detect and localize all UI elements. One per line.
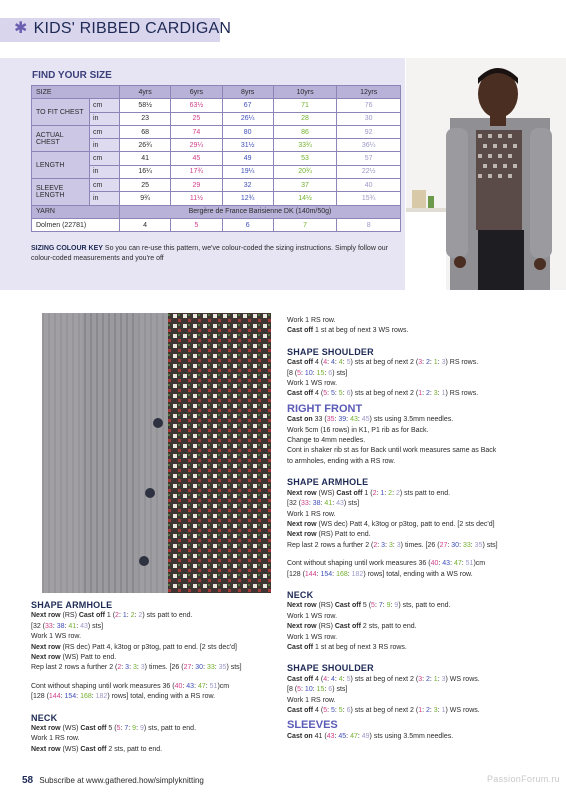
pattern-line: Rep last 2 rows a further 2 (2: 3: 3: 3) times. [26 (27: 30: 33: 35) sts] (287, 541, 498, 549)
pattern-line: Cont in shaker rib st as for Back until work measures same as Back (287, 447, 497, 455)
pattern-line: [8 (5: 10: 15: 6) sts] (287, 686, 348, 694)
page-title (14, 20, 231, 38)
table-cell: 63½ (171, 99, 222, 112)
page-number: 58 (22, 775, 34, 786)
table-cell: 26¼ (222, 112, 273, 125)
pattern-line: Next row (RS) Cast off 5 (5: 7: 9: 9) sts, patt to end. (287, 602, 451, 610)
asterisk-icon: ✱ (14, 20, 28, 37)
size-col-0: 4yrs (120, 86, 171, 99)
pattern-line: Next row (WS dec) Patt 4, k3tog or p3tog, patt to end. [2 sts dec'd] (287, 520, 495, 528)
table-cell: 58½ (120, 99, 171, 112)
section-title: SLEEVES (287, 719, 338, 732)
pattern-line: Work 1 WS row. (287, 380, 338, 388)
watermark: PassionForum.ru (486, 774, 560, 784)
table-row (32, 152, 401, 165)
model-photo (406, 58, 566, 290)
table-cell: 76 (337, 99, 401, 112)
pattern-line: Rep last 2 rows a further 2 (2: 3: 3: 3) times. [26 (27: 30: 33: 35) sts] (31, 664, 242, 672)
unit-cm: cm (90, 99, 120, 112)
key-title: SIZING COLOUR KEY (31, 245, 103, 252)
pattern-line: Work 1 WS row. (287, 612, 338, 620)
section-heading: SHAPE SHOULDER (287, 663, 374, 674)
yarn-name: Bergère de France Barisienne DK (140m/50g) (120, 205, 401, 218)
table-cell: 19¼ (222, 165, 273, 178)
pattern-line: Next row (RS) Patt to end. (287, 531, 371, 539)
pattern-line: Change to 4mm needles. (287, 437, 366, 445)
pattern-line: Next row (WS) Cast off 2 sts, patt to end. (31, 745, 163, 753)
table-cell: 86 (273, 125, 337, 138)
row-label: TO FIT CHEST (32, 99, 90, 126)
table-cell: 4 (120, 218, 171, 231)
table-cell: 5 (171, 218, 222, 231)
unit-in: in (90, 165, 120, 178)
table-cell: 7 (273, 218, 337, 231)
pattern-line: Next row (RS dec) Patt 4, k3tog or p3tog, patt to end. [2 sts dec'd] (31, 643, 237, 651)
shade-row (32, 218, 401, 231)
left-column (31, 598, 242, 755)
table-cell: 25 (120, 179, 171, 192)
section-heading: SHAPE ARMHOLE (31, 600, 113, 610)
table-cell: 80 (222, 125, 273, 138)
pattern-line: Work 1 RS row. (31, 735, 80, 743)
size-label: SIZE (32, 86, 120, 99)
yarn-label: YARN (32, 205, 120, 218)
table-cell: 8 (337, 218, 401, 231)
shade-name: Dolmen (22781) (32, 218, 120, 231)
row-label: SLEEVE LENGTH (32, 179, 90, 206)
table-cell: 25 (171, 112, 222, 125)
sizing-colour-key (31, 244, 401, 264)
size-heading: FIND YOUR SIZE (32, 70, 112, 81)
size-col-3: 10yrs (273, 86, 337, 99)
pattern-line: to armholes, ending with a RS row. (287, 457, 396, 465)
row-label: LENGTH (32, 152, 90, 179)
table-cell: 49 (222, 152, 273, 165)
pattern-line: Cast on 33 (35: 39: 43: 45) sts using 3.5mm needles. (287, 416, 454, 424)
table-cell: 17¾ (171, 165, 222, 178)
table-cell: 23 (120, 112, 171, 125)
pattern-line: Next row (WS) Cast off 1 (2: 1: 2: 2) sts patt to end. (287, 489, 451, 497)
pattern-line: Cast off 4 (5: 5: 5: 6) sts at beg of next 2 (1: 2: 3: 1) WS rows. (287, 707, 480, 714)
subscribe-link[interactable]: Subscribe at www.gathered.how/simplyknitting (39, 776, 204, 785)
table-cell: 32 (222, 179, 273, 192)
table-row (32, 125, 401, 138)
size-col-4: 12yrs (337, 86, 401, 99)
pattern-line: Cast off 4 (4: 4: 4: 5) sts at beg of next 2 (3: 2: 1: 3) RS rows. (287, 359, 479, 367)
table-cell: 9¾ (120, 192, 171, 205)
yarn-row (32, 205, 401, 218)
pattern-line: Work 1 RS row. (287, 696, 336, 704)
key-text: So you can re-use this pattern, we've colour-coded the sizing instructions. Simply follow our colour-coded measurements and you're off (31, 245, 388, 262)
pattern-line: [128 (144: 154: 168: 182) rows] total, ending with a RS row. (31, 693, 216, 701)
pattern-line: Cast on 41 (43: 45: 47: 49) sts using 3.5mm needles. (287, 732, 454, 740)
table-cell: 6 (222, 218, 273, 231)
pattern-line: [128 (144: 154: 168: 182) rows] total, ending with a WS row. (287, 570, 473, 578)
table-cell: 30 (337, 112, 401, 125)
page-title-text: KIDS' RIBBED CARDIGAN (33, 20, 232, 37)
table-cell: 71 (273, 99, 337, 112)
table-cell: 92 (337, 125, 401, 138)
size-table (31, 85, 401, 232)
pattern-line: Cont without shaping until work measures 36 (40: 43: 47: 51)cm (287, 560, 486, 568)
section-heading: NECK (31, 712, 58, 723)
table-row (32, 99, 401, 112)
pattern-line: [8 (5: 10: 15: 6) sts] (287, 369, 348, 377)
size-col-1: 6yrs (171, 86, 222, 99)
page-footer (22, 775, 204, 786)
unit-in: in (90, 139, 120, 152)
pattern-line: Work 1 WS row. (31, 633, 82, 641)
pattern-line: [32 (33: 38: 41: 43) sts] (287, 500, 360, 508)
table-cell: 14½ (273, 192, 337, 205)
section-heading: NECK (287, 589, 314, 600)
pattern-line: Next row (RS) Cast off 2 sts, patt to end. (287, 623, 417, 631)
row-label: ACTUAL CHEST (32, 125, 90, 152)
right-column (287, 316, 498, 742)
table-cell: 45 (171, 152, 222, 165)
pattern-line: Work 1 RS row. (287, 317, 336, 324)
pattern-line: Next row (WS) Patt to end. (31, 654, 117, 662)
table-cell: 74 (171, 125, 222, 138)
pattern-line: Cast off 1 st at beg of next 3 WS rows. (287, 327, 409, 335)
pattern-line: Cast off 1 st at beg of next 3 RS rows. (287, 643, 407, 651)
pattern-line: Work 1 RS row. (287, 510, 336, 518)
table-row (32, 179, 401, 192)
table-cell: 29 (171, 179, 222, 192)
table-cell: 31½ (222, 139, 273, 152)
section-title: RIGHT FRONT (287, 402, 363, 415)
table-cell: 33¾ (273, 139, 337, 152)
unit-cm: cm (90, 179, 120, 192)
unit-in: in (90, 192, 120, 205)
table-cell: 11½ (171, 192, 222, 205)
size-header-row (32, 86, 401, 99)
table-cell: 29¼ (171, 139, 222, 152)
table-cell: 22½ (337, 165, 401, 178)
unit-in: in (90, 112, 120, 125)
table-cell: 20¾ (273, 165, 337, 178)
unit-cm: cm (90, 152, 120, 165)
table-cell: 41 (120, 152, 171, 165)
cardigan-closeup-photo (42, 313, 271, 593)
table-cell: 53 (273, 152, 337, 165)
table-cell: 28 (273, 112, 337, 125)
table-cell: 16¼ (120, 165, 171, 178)
table-cell: 67 (222, 99, 273, 112)
pattern-line: Next row (RS) Cast off 1 (2: 1: 2: 2) sts patt to end. (31, 612, 193, 620)
table-cell: 37 (273, 179, 337, 192)
table-cell: 15¾ (337, 192, 401, 205)
table-cell: 40 (337, 179, 401, 192)
pattern-line: Next row (WS) Cast off 5 (5: 7: 9: 9) sts, patt to end. (31, 725, 197, 733)
page-header (0, 0, 566, 46)
pattern-line: Cont without shaping until work measures 36 (40: 43: 47: 51)cm (31, 682, 230, 690)
table-cell: 36¼ (337, 139, 401, 152)
section-heading: SHAPE SHOULDER (287, 346, 374, 357)
pattern-line: Cast off 4 (4: 4: 4: 5) sts at beg of next 2 (3: 2: 1: 3) WS rows. (287, 675, 480, 683)
pattern-line: Work 1 WS row. (287, 633, 338, 641)
pattern-line: Cast off 4 (5: 5: 5: 6) sts at beg of next 2 (1: 2: 3: 1) RS rows. (287, 390, 479, 398)
table-cell: 26¾ (120, 139, 171, 152)
unit-cm: cm (90, 125, 120, 138)
table-cell: 12¾ (222, 192, 273, 205)
section-heading: SHAPE ARMHOLE (287, 477, 369, 488)
table-cell: 68 (120, 125, 171, 138)
size-col-2: 8yrs (222, 86, 273, 99)
table-cell: 57 (337, 152, 401, 165)
pattern-line: Work 5cm (16 rows) in K1, P1 rib as for Back. (287, 426, 429, 434)
pattern-line: [32 (33: 38: 41: 43) sts] (31, 622, 104, 630)
